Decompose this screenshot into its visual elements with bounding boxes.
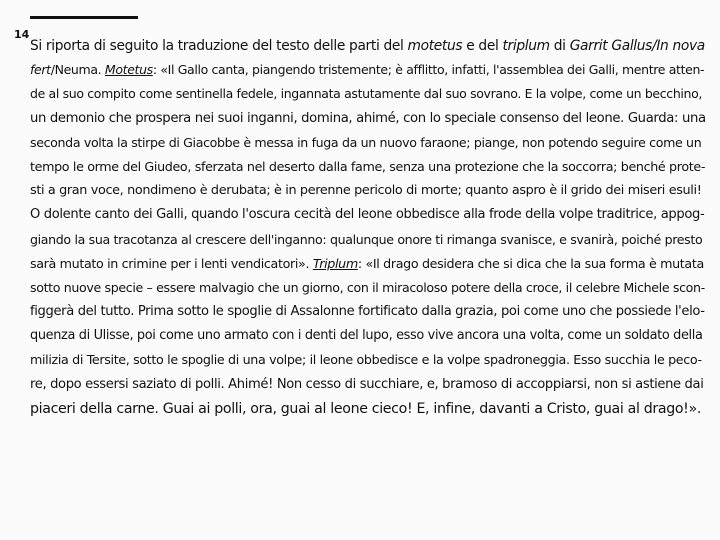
text-run: tempo le orme del Giudeo, sferzata nel deserto dalla fame, senza una protezione che la soccorra; benché prote- xyxy=(30,158,706,174)
text-run: Si riporta di seguito la traduzione del testo delle parti del xyxy=(30,38,408,54)
voice-label: Motetus xyxy=(104,62,153,78)
footnote-line xyxy=(30,252,706,276)
text-run: sotto nuove specie – essere malvagio che un giorno, con il miracoloso potere della croce, il celebre Michele scon- xyxy=(30,279,705,295)
text-run: : «Il Gallo canta, piangendo tristemente; è afflitto, infatti, l'assemblea dei Galli, mentre atten- xyxy=(152,62,705,78)
footnote-line xyxy=(30,373,706,397)
text-run: quenza di Ulisse, poi come uno armato con i denti del lupo, esso vive ancora una volta, come un soldato della xyxy=(30,328,703,344)
footnote-line xyxy=(30,397,706,421)
footnote-line xyxy=(30,300,706,324)
footnote-line xyxy=(30,348,706,372)
text-run: sti a gran voce, nondimeno è derubata; è in perenne pericolo di morte; quanto aspro è il grido dei miseri esuli! xyxy=(30,183,702,199)
text-run: e del xyxy=(462,38,503,54)
footnote-line xyxy=(30,82,706,106)
text-run: piaceri della carne. Guai ai polli, ora, guai al leone cieco! E, infine, davanti a Cristo, guai al drago!». xyxy=(30,400,702,417)
footnote-text xyxy=(30,34,706,421)
footnote-line xyxy=(30,276,706,300)
footnote-marker: 14 xyxy=(14,28,30,41)
text-run: seconda volta la stirpe di Giacobbe è messa in fuga da un nuovo faraone; piange, non potendo seguire come un xyxy=(30,134,702,150)
footnote-line xyxy=(30,34,706,58)
text-run: O dolente canto dei Galli, quando l'oscura cecità del leone obbedisce alla frode della volpe traditrice, appog- xyxy=(30,207,705,223)
footnote-line xyxy=(30,131,706,155)
text-run: di xyxy=(549,38,570,54)
footnote-line xyxy=(30,324,706,348)
text-run: fert xyxy=(30,62,51,78)
voice-label: Triplum xyxy=(312,255,358,271)
text-run: figgerà del tutto. Prima sotto le spoglie di Assalonne fortificato dalla grazia, poi come uno che possiede l'elo- xyxy=(30,304,705,320)
footnote-line xyxy=(30,58,706,82)
text-run: un demonio che prospera nei suoi inganni, domina, ahimé, con lo speciale consenso del leone. Guarda: una xyxy=(30,110,706,126)
text-run: milizia di Tersite, sotto le spoglie di una volpe; il leone obbedisce e la volpe spadroneggia. Esso succhia le peco- xyxy=(30,352,702,368)
text-run: Garrit Gallus/In nova xyxy=(569,38,705,54)
footnote-line xyxy=(30,228,706,252)
text-run: giando la sua tracotanza al crescere dell'inganno: qualunque onore ti rimanga svanisce, e svanirà, poiché presto xyxy=(30,231,703,247)
text-run: de al suo compito come sentinella fedele, ingannata astutamente dal suo sovrano. E la volpe, come un becchino, xyxy=(30,86,703,102)
text-run: : «Il drago desidera che si dica che la sua forma è mutata xyxy=(357,255,704,271)
footnote-line xyxy=(30,203,706,227)
text-run: /Neuma. xyxy=(50,62,105,78)
footnote-line xyxy=(30,179,706,203)
text-run: motetus xyxy=(407,38,463,54)
footnote-rule xyxy=(30,16,138,19)
footnote-line xyxy=(30,155,706,179)
text-run: sarà mutato in crimine per i lenti vendicatori». xyxy=(30,255,313,271)
footnote-line xyxy=(30,107,706,131)
text-run: triplum xyxy=(502,38,550,54)
text-run: re, dopo essersi saziato di polli. Ahimé! Non cesso di succhiare, e, bramoso di accoppiarsi, non si astiene dai xyxy=(30,376,704,392)
